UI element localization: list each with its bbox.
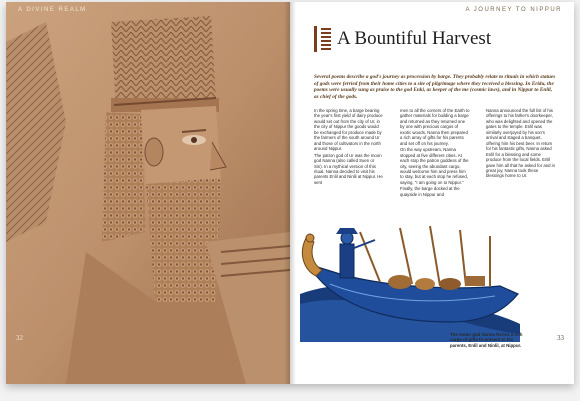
- paragraph: The patron god of Ur was the moon god Nanna (also called Suen or Sin). In a mythical version of this ritual, Nanna decided to visit his parents Enlil and Ninlil at Nippur. He sent: [314, 152, 383, 185]
- book-spread: [6, 2, 574, 384]
- paragraph: men to all the corners of the Earth to gather materials for building a barge and returned as they returned one by one with precious cargos of exotic woods, Nanna then prepared a rich array of gifts for his parents and set off on his journey.: [400, 108, 470, 146]
- page-title: A Bountiful Harvest: [337, 28, 492, 49]
- page-number-left: 32: [16, 334, 23, 342]
- paragraph: In the spring time, a barge bearing the year's first yield of dairy produce would set out from the city of Ur, in the city of Nippur the goods would be exchanged for produce made by the farmers of the south around Ur and those of cultivators in the north around Nippur.: [314, 108, 383, 152]
- illustration-caption: The moon god Nanna ferries a rich cargo of gifts to present to his parents, Enlil and Ninlil, at Nippur.: [450, 332, 523, 348]
- page-number-right: 33: [557, 334, 564, 342]
- barge-illustration: [300, 224, 520, 342]
- running-head-right: A JOURNEY TO NIPPUR: [465, 7, 562, 13]
- running-head-left: A DIVINE REALM: [18, 7, 87, 13]
- paragraph: Finally, the barge docked at the quayside in Nippur and: [400, 186, 460, 197]
- text-column-2: [400, 108, 470, 198]
- title-ornament: [321, 28, 331, 50]
- paragraph: On the way upstream, Nanna stopped at five different cities. At each stop the patron goddess of the city, seeing the abundant cargo, would welcome him and press him to stay, but at each stop he refused, saying, "I am going on to Nippur.": [400, 147, 469, 185]
- left-page: [6, 2, 290, 384]
- book-gutter: [284, 2, 296, 384]
- text-column-1: [314, 108, 384, 186]
- assyrian-relief-illustration: [6, 2, 290, 384]
- paragraph: Nanna announced the full list of his offerings to his father's doorkeeper, who was delighted and opened the gates to the temple. Enlil was similarly overjoyed by his son's arrival and staged a banquet, offering him his best beer. In return for his fantastic gifts, Nanna asked Enlil for a blessing and some produce from the local fields. Enlil gave him all that he asked for and in great joy, Nanna took these blessings home to Ur.: [486, 108, 556, 179]
- right-page: [290, 2, 574, 384]
- intro-paragraph: Several poems describe a god's journey as procession by barge. They probably relate to rituals in which statues of gods were ferried from their home cities to a site of pilgrimage where they received a blessing. In Eridu, the poems were usually sung as praise to the god Enki, as keeper of the me (cosmic laws), and in Nippur to Enlil, as chief of the gods.: [314, 74, 556, 100]
- text-column-3: [486, 108, 556, 180]
- title-bar: [314, 26, 561, 52]
